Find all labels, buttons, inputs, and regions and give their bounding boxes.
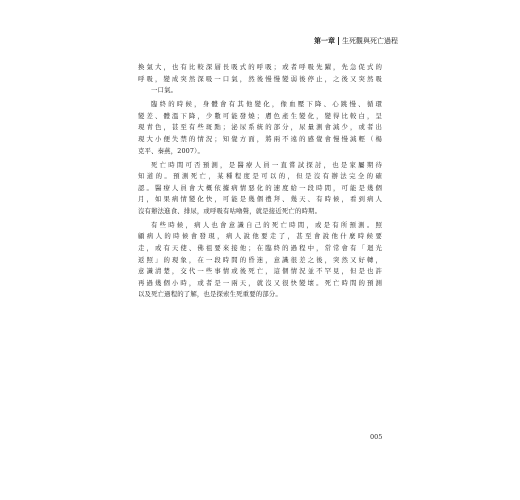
text-line: 走，或有天使、佛祖要來接他；在臨終的過程中，常常會有「迴光 (138, 244, 382, 253)
text-line: 知道的。預測死亡，某種程度是可以的，但是沒有辦法完全的確 (138, 172, 382, 181)
chapter-title: 生死觀與死亡過程 (342, 37, 398, 45)
text-line: 死亡時間可否預測，是醫療人員一直嘗試探討，也是家屬期待 (151, 160, 382, 169)
paragraph (138, 160, 382, 218)
chapter-label: 第一章 (314, 37, 335, 45)
text-line: 認。醫療人員會大概依據病情惡化的速度給一段時間，可能是幾個 (138, 183, 382, 192)
paragraph (138, 62, 382, 97)
text-line: 意識清楚，交代一些事情或後死亡，這個情況並不罕見，但是也許 (138, 267, 382, 276)
text-line: 現青色，甚至有些斑點；泌尿系統的部分，尿量測會減少，或者出 (138, 123, 382, 132)
text-line: 月，如果病情變化快，可能是幾個禮拜、幾天、有時候，看到病人 (138, 195, 382, 204)
text-line: 克平、秦燕，2007）。 (138, 146, 204, 155)
page-number: 005 (370, 433, 383, 441)
text-line: 返照」的現象，在一段時間的昏迷，意識很差之後，突然又好轉， (138, 255, 382, 264)
text-line: 現大小便失禁的情況；知覺方面，將兩不遠的感覺會慢慢減輕（楊 (138, 134, 382, 143)
paragraph (138, 99, 382, 157)
text-line: 呼吸，變成突然深吸一口氣，然後慢慢變弱後停止，之後又突然吸 (138, 74, 382, 83)
text-line: 變差、體溫下降，少數可能發燒；膚色產生變化，變得比較白，呈 (138, 111, 382, 120)
text-line: 有些時候，病人也會意識自己的死亡時間，或是有所預測。照 (151, 220, 382, 229)
running-header (314, 34, 398, 48)
text-line: 臨終的時候，身體會有其他變化，像血壓下降、心跳慢、循環 (151, 100, 382, 109)
paragraph (138, 220, 382, 301)
text-line: 沒有辦法進食、排尿，或呼吸有咕嚕聲，就是接近死亡的時期。 (138, 206, 322, 215)
text-line: 顧病人的時候會發現，病人說他要走了，甚至會說他什麼時候要 (138, 232, 382, 241)
header-divider (338, 37, 339, 45)
text-line: 一口氣。 (151, 86, 178, 95)
body-text (138, 62, 382, 303)
text-line: 以及死亡過程的了解，也是探索生死重要的部分。 (138, 290, 282, 299)
text-line: 再過幾個小時，或者是一兩天，就沒又很快變壞。死亡時間的預測 (138, 278, 382, 287)
text-line: 換氣大，也有比較深層長吸式的呼吸；或者呼吸先躍，先急促式的 (138, 63, 382, 71)
